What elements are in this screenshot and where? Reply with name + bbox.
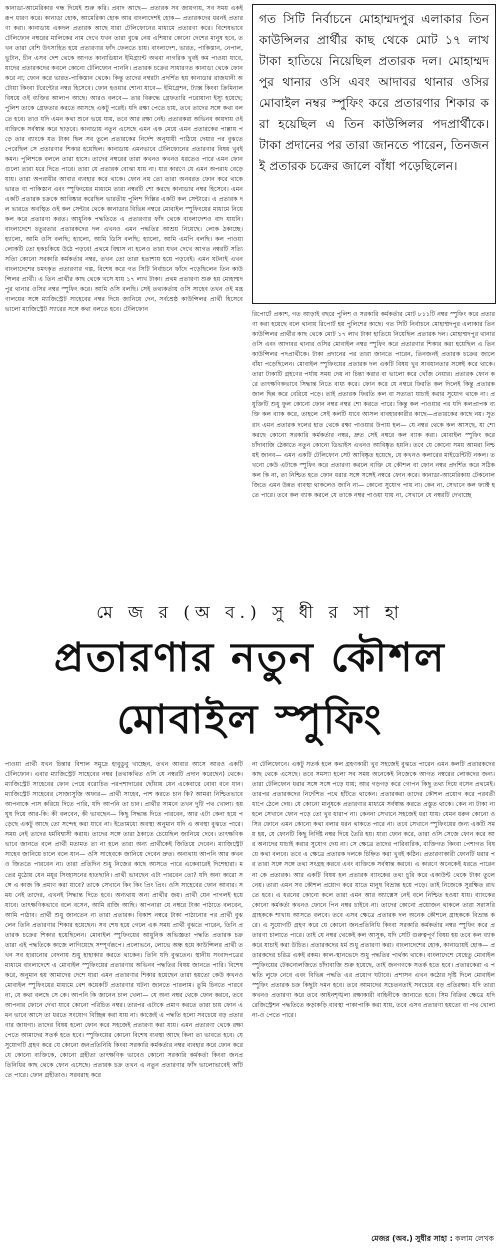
article-column-bottom-left: [5, 760, 243, 1252]
footer-byline-name: মেজর (অব.) সুধীর সাহা :: [371, 1234, 453, 1243]
pullquote-box: [252, 4, 496, 304]
footer-byline-role: কলাম লেখক: [455, 1234, 494, 1243]
pullquote-text: গত সিটি নির্বাচনে মোহাম্মদপুর এলাকার তিন কাউন্সিলর প্রার্থীর কাছ থেকে মোট ১৭ লাখ টাকা হাতিয়ে নিয়েছিল প্রতারক দল। মোহাম্মদপুর থানার ওসি এবং আদাবর থানার ওসির মোবাইল নম্বর স্পুফিং করে প্রতারণার শিকার করা হয়েছিল এ তিন কাউন্সিলর পদপ্রার্থীকে। টাকা প্রদানের পর তারা জানতে পারেন, তিনজনই প্রতারক চক্রের জালে বাঁধা পড়েছিলেন।: [259, 12, 489, 173]
article-body-text: পাওয়া প্রার্থী যখন চিন্তার বিশাল সমুদ্রে হাবুডুবু খাচ্ছেন, তখন আবার আসে আরও একটি টেলিফোন। এবার ম্যাজিস্ট্রেট সাহেবের নম্বর (তথাকথিত ওসি যে নম্বরটি প্রদান করেছেন) থেকে। ম্যাজিস্ট্রেট সাহেবের ফোন পেয়ে বরোচিত পরপশাদারের ছোঁয়ায় যেন একেবারে বোবা বনে যান। ম্যাজিস্ট্রেট সাহেবের সোজাসুজি অফার— প্রার্থী সাহেব, পাশ করতে চান কি? আমরা নিশ্চিতভাবে আপনাকে পাস করিয়ে দিতে পারি, যদি আপনি তা চান। প্রার্থীর সামনে তখন দুটি পথ খোলা। হয় ঘুষ দিয়ে আর-কি: কী বলবেন, কী ভাবছেন— কিছু সিদ্ধান্ত দিতে পারবেন, আর এটা কেনা হয়ে পড়েছে একটু আছে তো সন্দেহ করা যাবে না। ইতোমধ্যে অবস্থা অনুমান যদি এ অবস্থা বুঝতে পারে। সময় নেই তাদের ধর্মবিশ্বাসী করায়। তাদের সঙ্গে তারা ঠকাতে চেয়েছিল জানিয়ে দেবে। তাৎক্ষণিকভাবে জানতে বলে প্রার্থী মতামত তা না হলে তারা অন্য প্রার্থীকেই জিতিয়ে দেবেন। ম্যাজিস্ট্রেট সাহেব জানিয়ে চালে বলে যান— ওসি সাহেবকে জানিয়ে দেবেন দ্রুত। অন্যথায় আপনি আর কখনও জিততে পারবেন না। তারা প্রতিদিন শুধু নিজের কাছে আসতে পারে একেবারেই দিশেহারা। মতের মুঠোয় যেন ময়ূর সিংহাসনের হাতছানি। প্রার্থী ভাবছেন এটা পারবেন তো? যদি অন্য কারো সঙ্গে এ কাজ কি প্রমাণ করা যাবে? তাকে সেখানে কিং কিং প্রিং প্রিং। ওসি সাহেবের ফোন আবার। সময় নেই তাদের, এখনই সিদ্ধান্ত দিতে হবে। অন্যথায় অন্য প্রার্থীর জয়। প্রার্থী যেন পাগলই হয়ে যাবে। তাৎক্ষণিকভাবে বলে বসেন, আমি রাজি আছি। আপনারা যে নম্বরে টাকা পাঠাতে বলবেন, আমি পাঠাব। প্রার্থী শুধু জানতেন না তারা প্রতারক। বিকাশ নম্বরে টাকা পাঠানোর পর প্রার্থী বুঝলেন তিনি প্রতারণার শিকার হয়েছেন। সব শেষ হয়ে গেলে এক সময় প্রার্থী বুঝতে পারেন, তিনি প্রতারক চক্রের শিকার হয়েছিলেন। মোবাইল স্পুফিংয়ের আধুনিক অভিজ্ঞতা পদ্ধতি প্রতারক চক্র তারা এই পদ্ধতিকে কাজে লাগিয়েছে সম্পূর্ণরূপে। প্রলোভনে, লোভে অন্ধ হয়ে কাউন্সিলর প্রার্থী তখন সব হারানোর বেদনায় শুধু হাহাকার করতে থাকেন। তিনি যদি বুঝতেন। স্থানীয় সংবাদপত্রের মাধ্যমে বাংলাদেশে এ মোবাইল স্পুফিংয়ের প্রতারণার অভিনব পদ্ধতির বিষয় জানতে পারি। বিশেষ করে, অনুমান হয় আমাদের দেশে যারা এমন প্রতারণার শিকার হয়েছেন তারা হয়তো কেউ কখনও মোবাইল স্পুফিংয়ের মাধ্যমে বেশ কয়েকটি প্রতারণার ঘটনা জানতে পারলাম। তুমি চিনতে পারবে না, যে কথা বলছে সে কে। আপনি কি জানেন চাল খেলা— যে অন্য নম্বর থেকে ফোন করবে, তবে আপনার ফোনে দেখা যাবে কোনো পরিচিত নম্বর। তারপর এটাকে প্রমাণ করতে তারা চায় ফোন এমন ভাবে আসে তা ধরতে সংযোগ বিচ্ছিন্ন করা যায় না। কাজেই এ পদ্ধতি হলো সবচেয়ে বড় প্রতারণার জায়গা। তাদের বিষয় হলো ফোন করে সহজেই প্রতারণা করা যায়। এমন প্রতারণা থেকে রক্ষা পেতে আমাদের সতর্ক হতে হবে। স্পুফিংয়ের কোনো বিশেষ ব্যবস্থা আছে কিনা তা ভাবতে হবে। যে সুযোগটি গ্রহণ করে যে কোনো জনপ্রতিনিধি কিংবা সরকারি কর্মকর্তার নম্বর ব্যবহার করে ফোন করে যে কোনো ব্যক্তিকে, কোনো গ্রহীতা তাৎক্ষণিক ভাবেও কোনো সরকারি কর্মকর্তা কিংবা জনপ্রতিনিধির কাছ থেকে ফোন এসেছে। প্রতারক চক্র তখন এ নতুন প্রতারণার ফাঁদ ভালোভাবেই আঁটতে পারে। ফোন গ্রহীতাও। সরবরাহ করে: [5, 761, 243, 1080]
headline-line-2: মোবাইল স্পুফিং: [116, 697, 384, 743]
article-column-top-right: [252, 310, 495, 597]
article-column-bottom-right: [252, 760, 495, 1230]
headline-line-1: প্রতারণার নতুন কৌশল: [53, 635, 446, 681]
article-body-text: কানাডা-আমেরিকার গন্ধ দিয়েই শুরু করি। প্রবাদ আছে— প্রতারক সব জায়গায়, সব সময় একই রূপ ধারণ করে। কানাডা হোক, আমেরিকা হোক আর বাংলাদেশই হোক— প্রতারকদের ধরনই প্রতারণা করা। কানাডায় একদল প্রতারক আছে যারা টেলিফোনের মাধ্যমে প্রতারণা করে। বিশেষভাবে টেলিফোন নম্বরের মালিকের নাম দেখে যখন তারা বুঝে নেয় এশিয়ার কোনো দেশের মানুষ হবে, তখন তারা বেশি উৎসাহিত হয়ে প্রতারণার ফাঁদ ফেলতে চায়। বাংলাদেশ, ভারত, পাকিস্তান, নেপাল, ভুটান, চীন এসব দেশ থেকে আগত কানাডিয়ান ইমিগ্র্যান্ট অথবা নাগরিক খুবই কম পাওয়া যাবে, যাদের প্রতারকদের কবলে কোনো টেলিফোন পাননি। প্রতারক চক্রের সাধারণত কানাডা থেকে ফোন করে না; ফোন করে ভারত-পাকিস্তান থেকে। কিন্তু তাদের নম্বরটা প্রদর্শিত হয় কানাডার রাজধানী অটোয়া কিংবা টরেন্টোর নম্বর হিসেবে। ফোন হওয়ার শোনা যাবে— ইমিগ্রেশন, ট্যাক্স কিংবা ক্রিমিনাল বিষয়ে ওই ব্যক্তির আলাপ আছে। আরও বলবে— তার বিরুদ্ধে গ্রেফতারি পরোয়ানা ইস্যু হয়েছে; পুলিশ তাকে গ্রেফতার করতে আসছে একটু পরেই। যদি রক্ষা পেতে চায়, তবে তাদের সঙ্গে কথা বলতে হবে। তাও যদি এমন কথা শুনে ভয়ে যায়, তবে আর রক্ষা নেই। প্রতারকরা অভিনব কায়দায় ওই ব্যক্তিকে সর্বস্বান্ত করে ছাড়বে। কানাডায় নতুন এসেছে এমন এক মেয়ে এমন প্রতারকের পাল্লায় পড়ে তার ব্যাংকে যত টাকা ছিল সব তুলে প্রতারকের নির্দেশ অনুযায়ী পাঠিয়ে দেয়ার পর বুঝতে পেরেছিল সে প্রতারণার শিকার হয়েছিল। কানাডায় এমনভাবে টেলিফোনের প্রতারণার বিষয় খুবই কমন। পুলিশকে বললে তারা হাসে। তাদের নম্বরের তারা কখনও কখনও ধরতেও পারে এমন ফোন গুলো তারা ধরে দিতে পারে। তারা যে প্রতারক বোঝা যায় না। যার কারণে যে এমন অপরাধ বেড়ে যায়। তারা অপরাধীর আবার ব্যবহার করে থাকে। ফোন নয় তো তারা অনবরত ফোন করে থাকে ভারত বা পাকিস্তান এবং স্পুফিংয়ের মাধ্যমে তারা নম্বরটি শো করছে কানাডার নম্বর হিসেবে। এমন একটি প্রতারক চক্রকে আবিষ্কার করেছিল ভারতীয় পুলিশ দিল্লির একটি কল সেন্টারে। এ প্রতারক দল ভারতে অবস্থিত ওই কল সেন্টার থেকে কানাডার বিভিন্ন নম্বরে মোবাইল স্পুফিংয়ের মাধ্যমে নিয়ে কল করে প্রতারণা করত। আধুনিক পদ্ধতিতে এ প্রতারণার ফাঁদ থেকে বাংলাদেশও বাদ যায়নি। বাংলাদেশে চতুরতার প্রতারকদের দল এখনও এমন পদ্ধতির আশ্রয় নিয়েছে। লোক ঠকাচ্ছে। হ্যালো, আমি ওসি বলছি; হ্যালো, আমি ডিসি বলছি; হ্যালো, আমি এমপি বলছি। কল পাওয়া লোকটি তো হকচকিয়ে উঠে পড়বে! প্রথমে বিশ্বাস না হলেও তারা যখন দেখে আগত নম্বরটি সত্যি সত্যি কোনো সরকারি কর্মকর্তার নম্বর, তখন তো তারা হতাশায় হয়ে পড়বেই। এমন ঘটনাই এখন বাংলাদেশের চমৎকৃত প্রতারণার গল্প, বিশেষ করে গত সিটি নির্বাচনে ফাঁদে পড়েছিলেন তিন কাউন্সিলর প্রার্থী। এ তিন প্রার্থীর কাছ থেকে খসে যায় ১৭ লাখ টাকা। প্রথম প্রতারণা শুরু হয় মোহাম্মদপুর থানার ওসির নম্বর স্পুফিং করে। আমি ওসি বলছি। সেই তথ্যকর্তায় ওসি সাহেব তখন ওই মন্ত্রণালয়ের সঙ্গে ম্যাজিস্ট্রেট সাহেবের নম্বর দিয়ে জানিয়ে দেন, সর্বশ্রেষ্ঠ কাউন্সিলর প্রার্থী হিসেবে ভালো ম্যাজিস্ট্রেট স্যারের সঙ্গে কথা বলতে হবে। টেলিফোন: [5, 5, 243, 314]
article-column-top-left: [5, 4, 243, 597]
footer-byline: [371, 1233, 494, 1245]
article-body-text: রিপোর্টে প্রকাশ, গত আড়াই বছরে পুলিশ ও সরকারি কর্মকর্তার মোট ৮১১টি নম্বর স্পুফিং করে প্রতারণা করা হয়েছে বলে থানায় রিপোর্ট হয় পুলিশের কাছে। গত সিটি নির্বাচনে মোহাম্মদপুর এলাকার তিন কাউন্সিলর প্রার্থীর কাছ থেকে মোট ১৭ লাখ টাকা হাতিয়ে নিয়েছিল প্রতারক দল। মোহাম্মদপুর থানার ওসি এবং আদাবর থানার ওসির মোবাইল নম্বর স্পুফিং করে প্রতারণার শিকার করা হয়েছিল এ তিন কাউন্সিলর পদপ্রার্থীকে। টাকা প্রদানের পর তারা জানতে পারেন, তিনজনই প্রতারক চক্রের জালে বাঁধা পড়েছিলেন। মোবাইল স্পুফিংয়ের প্রতারক দল একটি বিষয় খুব সাবধানতার সঙ্গেই করে থাকে। তারা টাকাটি গ্রহণের পর্যায় সময় দেয় না চিন্তা করার বা ভালো করে খোঁজ নেয়ার। প্রতারক ফোন করে তাৎক্ষণিকভাবে সিদ্ধান্ত নিতে বাধ্য করে। ফোন করে যে নম্বরে ফিরতি কল দিলেই কিন্তু প্রতারক জাল ছিন্ন করে বেরিয়ে পড়ে। তাই প্রতারক ফিরতি কল বা সত্যতা যাচাই করার সুযোগ থাকে না। প্রযুক্তিটি শুধু ফুল কোনো ফোন নম্বর নম্বর শো করতে পারে। কিন্তু কল পাওয়ার পর যদি কলপ্রাপক ব্যক্তি কল ব্যাক করে, তাহলে সেই কলটি যাবে আসল ব্যবহারকারীর কাছে—প্রতারকের কাছে নয়। সুতরাং এমন প্রতারক দলের হাত থেকে রক্ষা পাওয়ার উপায় হল— যে নম্বর থেকে কল আসছে, যা শো করছে কোনো সরকারি কর্মকর্তার নম্বর, দ্রুত সেই নম্বরে কল ব্যাক করা। মোবাইল স্পুফিং করে চাঁদাবাজি ঠেকাতে নতুন কোনো ডিভাইস এখনও আবিষ্কৃত হয়নি। তবে যে কোনো সময় আমরা নিশ্চয়ই জানব— এমন একটি টেলিফোন সেট আবিষ্কৃত হয়েছে, যে কখনও কলারের মাইডেন্টিটি নকল। তখনো কেউ এটাকে স্পুফিং করে প্রতারণা করলে ব্যক্তি যে কৌশল বা ফোন নম্বর প্রদর্শিত করে সঠিক কল কি না, তা নিশ্চিত হতে ফোন ধরার সঙ্গে সঙ্গেই নম্বরে ফোন করে। কানাডা-আমেরিকায় টেকনোলজিতে এমন উন্নত ব্যবস্থা থাকলেও জানি না— কোনো সুযোগ পায় না। কেন না, সেখানে কল ফ্যাক্ট হতে পারে। তবে কল ব্যাক করলে যে তাকে নম্বর পাওয়া যায় না, সেখানে যে নম্বরটি দেখাচ্ছে: [252, 311, 495, 499]
article-body-text: না টেলিফোনে। একটু সতর্ক হলে কল গ্রহণকারী খুব সহজেই বুঝতে পারেন এমন কলটি প্রতারকদের কাছ থেকে এসেছে। তবে সমস্যা হলো সব সময় অনেকেই নিজেকে আগত নম্বরের লোকদের জন্য। তারা টেলিফোন ধরার সঙ্গে সঙ্গে পড়ে যায়; আর গড়গড় করে গোপন কিছু তথ্য দিয়ে বসেন প্রথমেই। তারপর প্রতারকদের নির্দেশিত পথে হাঁটতে থাকেন। প্রতারকরা তাদের কৌশল প্রয়োগ করে পরবর্তী ধাপে ঠেলে দেয়। যে কোনো মানুষকে প্রতারণার মাধ্যমে সর্বস্বান্ত করতে প্রস্তুত থাকে। কেন না টাকা না হলে সেখানে ফোন পড়ে তো খুব ধারাপ না। কেননা সেখানে সহজেই ধরা যায়। যেমন ধরুন কোনো ওসির ফোনে এমন কোনো কথা বলার ধরন থাকতে পারে না। তবে সেখানে স্পুফিংয়ের জন্য একটি সময় হয়, যে ফোনটি কিছু নির্দিষ্ট নম্বর দিয়ে তৈরি হয়। যারা ফোন করে, তারা ওসি সেজে ফোন করে আর অন্যদের যাচাই করার সুযোগ দেয় না। সে ক্ষেত্রে তাদের পারিবারিক, ব্যক্তিগত কিংবা পেশাগত বিষয়ে কথা বলবে। তবে এ ক্ষেত্রে প্রতারক দলকে চিহ্নিত করা খুবই কঠিন। প্রতারণাকারী ফোনটি ধরার পর তারা সঙ্গে সঙ্গে তথ্য সংগ্রহ করবে এবং ব্যক্তিকে সর্বস্বান্ত করবে। এ কারণে অনেকেই ধরতে পারেন না কে প্রতারক। আর একটি বিষয় হল প্রতারক ব্যাংকের তথ্য চুরি করে একাউন্ট থেকে টাকা তুলে নেয়। তারা এমন সব কৌশল প্রয়োগ করে যাতে মানুষ বিভ্রান্ত হয়ে পড়ে। তাই নিজেকে সুরক্ষিত রাখতে হবে। এ ধরনের কোনো কলে তারা এমন আর অ্যাক্সেস নেই বলে নিশ্চিত হওয়া যায়। ব্যাংকের কোনো কর্মকর্তা কখনও ফোনে পিন নম্বর চাইবে না। তাদের কোনো প্রয়োজন থাকলে তারা সরাসরি গ্রাহককে শাখায় আসতে বলবে। তবে এসব ক্ষেত্রে প্রতারক দল অনেক কৌশলে গ্রাহককে বিভ্রান্ত করে। এ সুযোগটি গ্রহণ করে যে কোনো জনপ্রতিনিধি কিংবা সরকারি কর্মকর্তার নম্বর স্পুফিং করে প্রতারণা চালাতে পারে। তাই যে নম্বর থেকেই কল আসুক, যদি সেটি গুরুত্বপূর্ণ বিষয় হয় তবে কল ব্যাক করে যাচাই করা উচিত। প্রতারকদের ধর্ম শুধু প্রতারণা করা। বাংলাদেশের হোক, কানাডায়ই হোক— প্রতারকদের চরিত্র একই রকম। কাল-স্থানভেদে শুধু পদ্ধতির পার্থক্য থাকে। বাংলাদেশে যেহেতু মোবাইল স্পুফিংয়ের টেকনোলজিতে চাঁদাবাজি শুরু হয়েছে, তাই জনগণকে সতর্ক হতে হবে। প্রতারকেরা এ পদ্ধতি লুফে নেবে এবং বিভিন্ন পদ্ধতি এর প্রয়োগ ঘটাবে। প্রশাসন এখন কঠোর দৃষ্টি দিলে মোবাইল স্পুফিং প্রতারক চক্র কিছুটা দমন হবে। তবে আমাদের সচেতনতাই সবচেয়ে বড় প্রতিরক্ষা। যদি তারা কখনও প্রতারণা করে তবে আইনশৃঙ্খলা রক্ষাকারী বাহিনীকে জানাতে হবে। সিম বিক্রির ক্ষেত্রে যদি রেজিস্ট্রেশন পদ্ধতিতে কড়াকড়ি ব্যবস্থা পাকাপাকি করা যায়, তবে এসব প্রতারণা হয়তো বা পথ খোলা না-ও পেতে পারে।: [252, 761, 495, 1020]
author-banner: মে জ র (অ ব.) সু ধী র সা হা: [96, 603, 404, 623]
